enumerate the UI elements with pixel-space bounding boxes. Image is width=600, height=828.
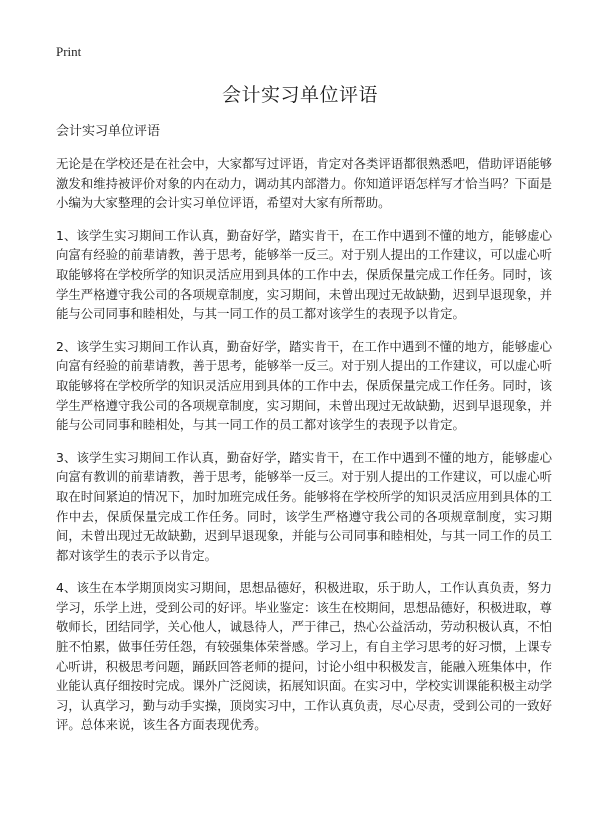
page-title: 会计实习单位评语	[221, 84, 378, 106]
paragraph-1: 1、该学生实习期间工作认真，勤奋好学，踏实肯干，在工作中遇到不懂的地方，能够虚心向富有经验的前辈请教，善于思考，能够举一反三。对于别人提出的工作建议，可以虚心听取能够将在学校所学的知识灵活应用到具体的工作中去，保质保量完成工作任务。同时，该学生严格遵守我公司的各项规章制度，实习期间，未曾出现过无故缺勤，迟到早退现象，并能与公司同事和睦相处，与其一同工作的员工都对该学生的表现予以肯定。	[56, 227, 552, 322]
print-link[interactable]: Print	[56, 44, 82, 59]
paragraph-3: 3、该学生实习期间工作认真，勤奋好学，踏实肯干，在工作中遇到不懂的地方，能够虚心向富有教训的前辈请教，善于思考，能够举一反三。对于别人提出的工作建议，可以虚心听取在时间紧迫的情况下，加时加班完成任务。能够将在学校所学的知识灵活应用到具体的工作中去，保质保量完成工作任务。同时，该学生严格遵守我公司的各项规章制度，实习期间，未曾出现过无故缺勤，迟到早退现象，并能与公司同事和睦相处，与其一同工作的员工都对该学生的表示予以肯定。	[56, 449, 552, 563]
document-body	[56, 122, 552, 748]
paragraph-2: 2、该学生实习期间工作认真，勤奋好学，踏实肯干，在工作中遇到不懂的地方，能够虚心向富有经验的前辈请教，善于思考，能够举一反三。对于别人提出的工作建议，可以虚心听取能够将在学校所学的知识灵活应用到具体的工作中去，保质保量完成工作任务。同时，该学生严格遵守我公司的各项规章制度，实习期间，未曾出现过无故缺勤，迟到早退现象，并能与公司同事和睦相处，与其一同工作的员工都对该学生的表现予以肯定。	[56, 338, 552, 433]
document-subtitle: 会计实习单位评语	[56, 124, 161, 139]
paragraph-intro: 无论是在学校还是在社会中，大家都写过评语，肯定对各类评语都很熟悉吧，借助评语能够激发和维持被评价对象的内在动力，调动其内部潜力。你知道评语怎样写才恰当吗？下面是小编为大家整理的会计实习单位评语，希望对大家有所帮助。	[56, 156, 552, 211]
paragraph-4: 4、该生在本学期顶岗实习期间，思想品德好，积极进取，乐于助人，工作认真负责，努力学习，乐学上进，受到公司的好评。毕业鉴定：该生在校期间，思想品德好，积极进取，尊敬师长，团结同学，关心他人，诚恳待人，严于律己，热心公益活动，劳动积极认真，不怕脏不怕累，做事任劳任怨，有较强集体荣誉感。学习上，有自主学习思考的好习惯，上课专心听讲，积极思考问题，踊跃回答老师的提问，讨论小组中积极发言，能融入班集体中，作业能认真仔细按时完成。课外广泛阅读，拓展知识面。在实习中，学校实训课能积极主动学习，认真学习，勤与动手实操，顶岗实习中，工作认真负责，尽心尽责，受到公司的一致好评。总体来说，该生各方面表现优秀。	[56, 580, 552, 733]
